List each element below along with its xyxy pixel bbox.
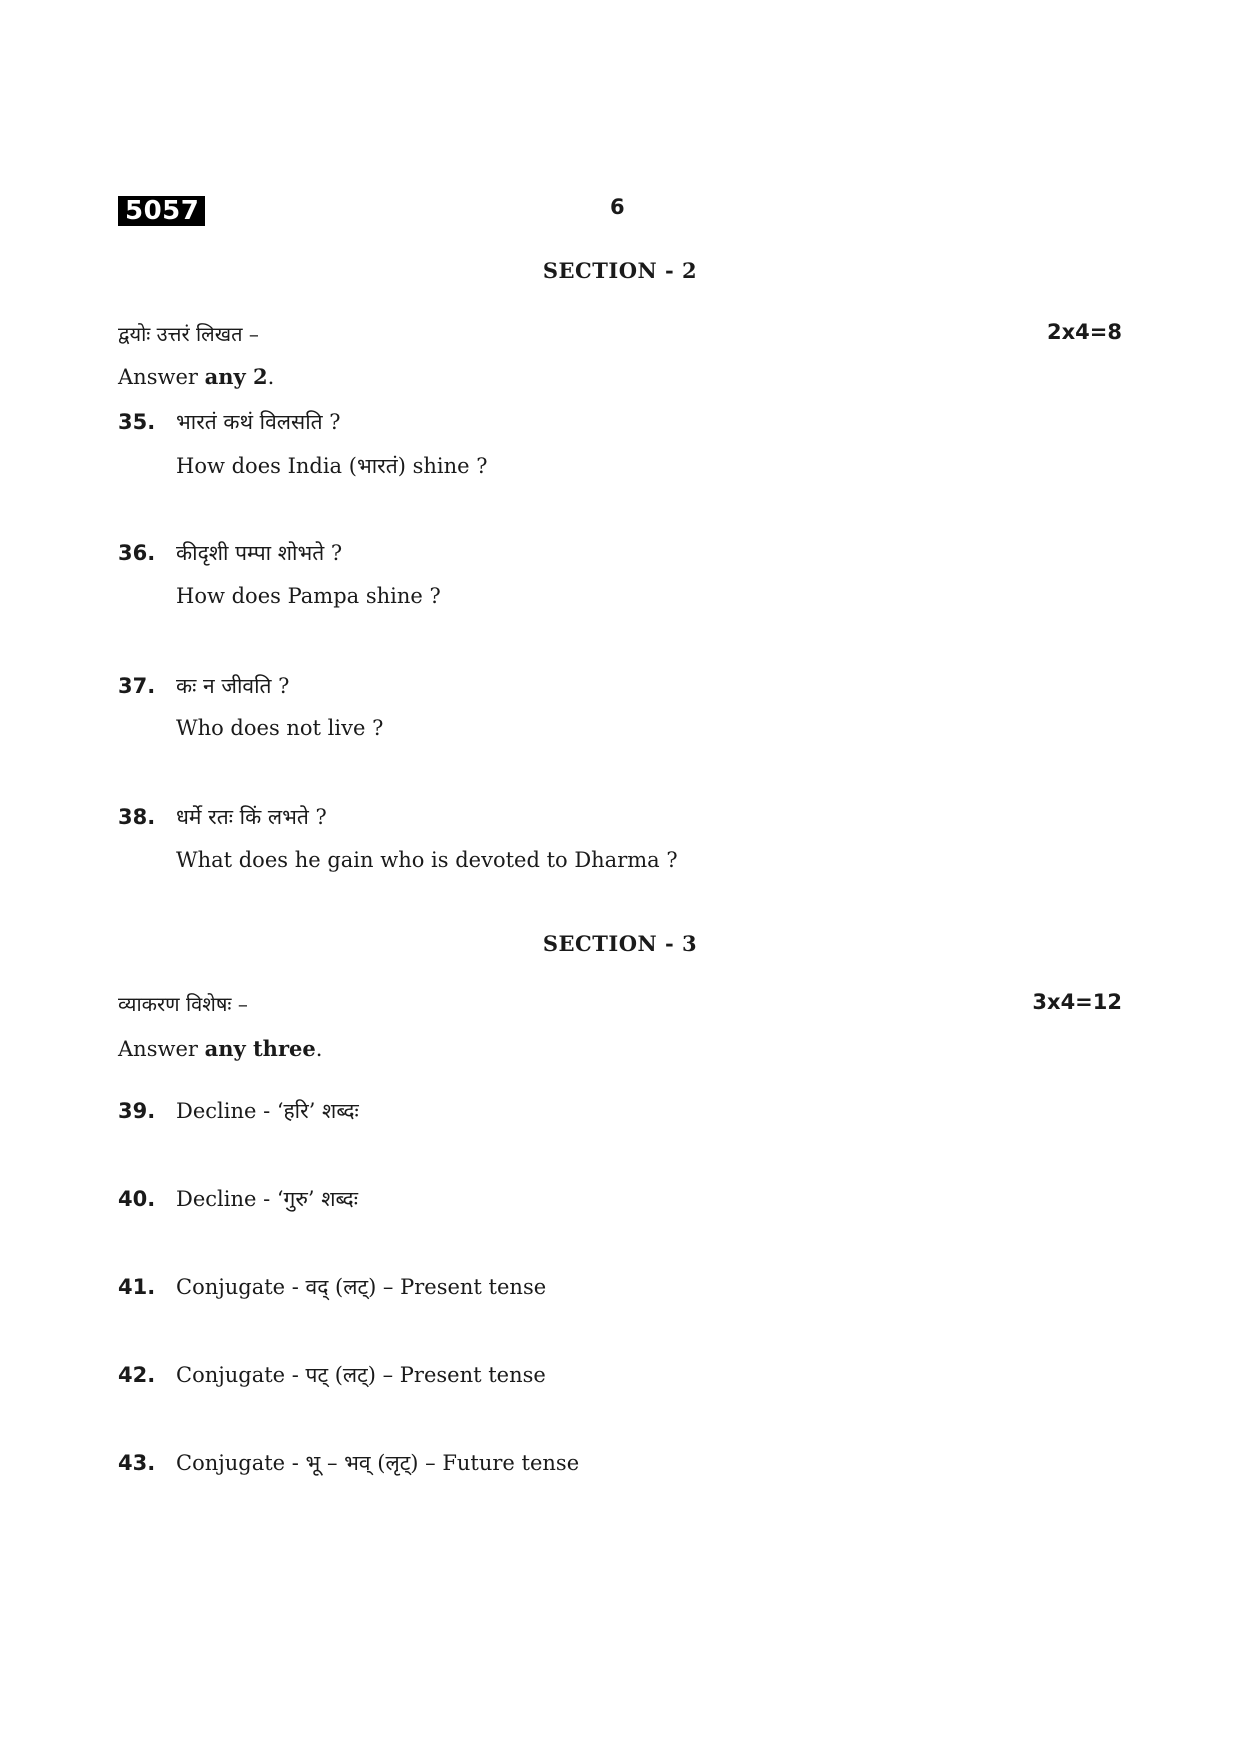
page-number: 6 xyxy=(610,195,625,219)
question-english: How does India (भारतं) shine ? xyxy=(176,454,488,478)
question-text: Decline - ‘गुरु’ शब्दः xyxy=(176,1187,358,1211)
question-sanskrit: कीदृशी पम्पा शोभते ? xyxy=(176,541,343,565)
question-sanskrit: धर्मे रतः किं लभते ? xyxy=(176,805,327,829)
question-sanskrit: भारतं कथं विलसति ? xyxy=(176,410,341,434)
question-number: 36. xyxy=(118,541,156,565)
question-text: Conjugate - पट् (लट्) – Present tense xyxy=(176,1363,546,1387)
question-sanskrit: कः न जीवति ? xyxy=(176,674,290,698)
section-3-answer-note: Answer any three. xyxy=(118,1036,323,1061)
section-2-marks: 2x4=8 xyxy=(1047,320,1122,344)
question-number: 43. xyxy=(118,1451,156,1475)
question-number: 41. xyxy=(118,1275,156,1299)
question-text: Conjugate - भू – भव् (लृट्) – Future tense xyxy=(176,1451,580,1475)
section-3-instruction: व्याकरण विशेषः – xyxy=(118,992,248,1016)
paper-code: 5057 xyxy=(118,196,205,226)
question-number: 35. xyxy=(118,410,156,434)
question-english: Who does not live ? xyxy=(176,716,384,740)
section-2-title: SECTION - 2 xyxy=(542,258,698,283)
question-number: 42. xyxy=(118,1363,156,1387)
section-3-title: SECTION - 3 xyxy=(542,931,698,956)
section-3-marks: 3x4=12 xyxy=(1032,990,1122,1014)
question-text: Conjugate - वद् (लट्) – Present tense xyxy=(176,1275,547,1299)
section-2-instruction: द्वयोः उत्तरं लिखत – xyxy=(118,322,259,346)
question-text: Decline - ‘हरि’ शब्दः xyxy=(176,1099,359,1123)
question-english: How does Pampa shine ? xyxy=(176,584,441,608)
section-2-answer-note: Answer any 2. xyxy=(118,364,275,389)
question-number: 37. xyxy=(118,674,156,698)
question-number: 40. xyxy=(118,1187,156,1211)
question-english: What does he gain who is devoted to Dharma ? xyxy=(176,848,678,872)
question-number: 38. xyxy=(118,805,156,829)
question-number: 39. xyxy=(118,1099,156,1123)
